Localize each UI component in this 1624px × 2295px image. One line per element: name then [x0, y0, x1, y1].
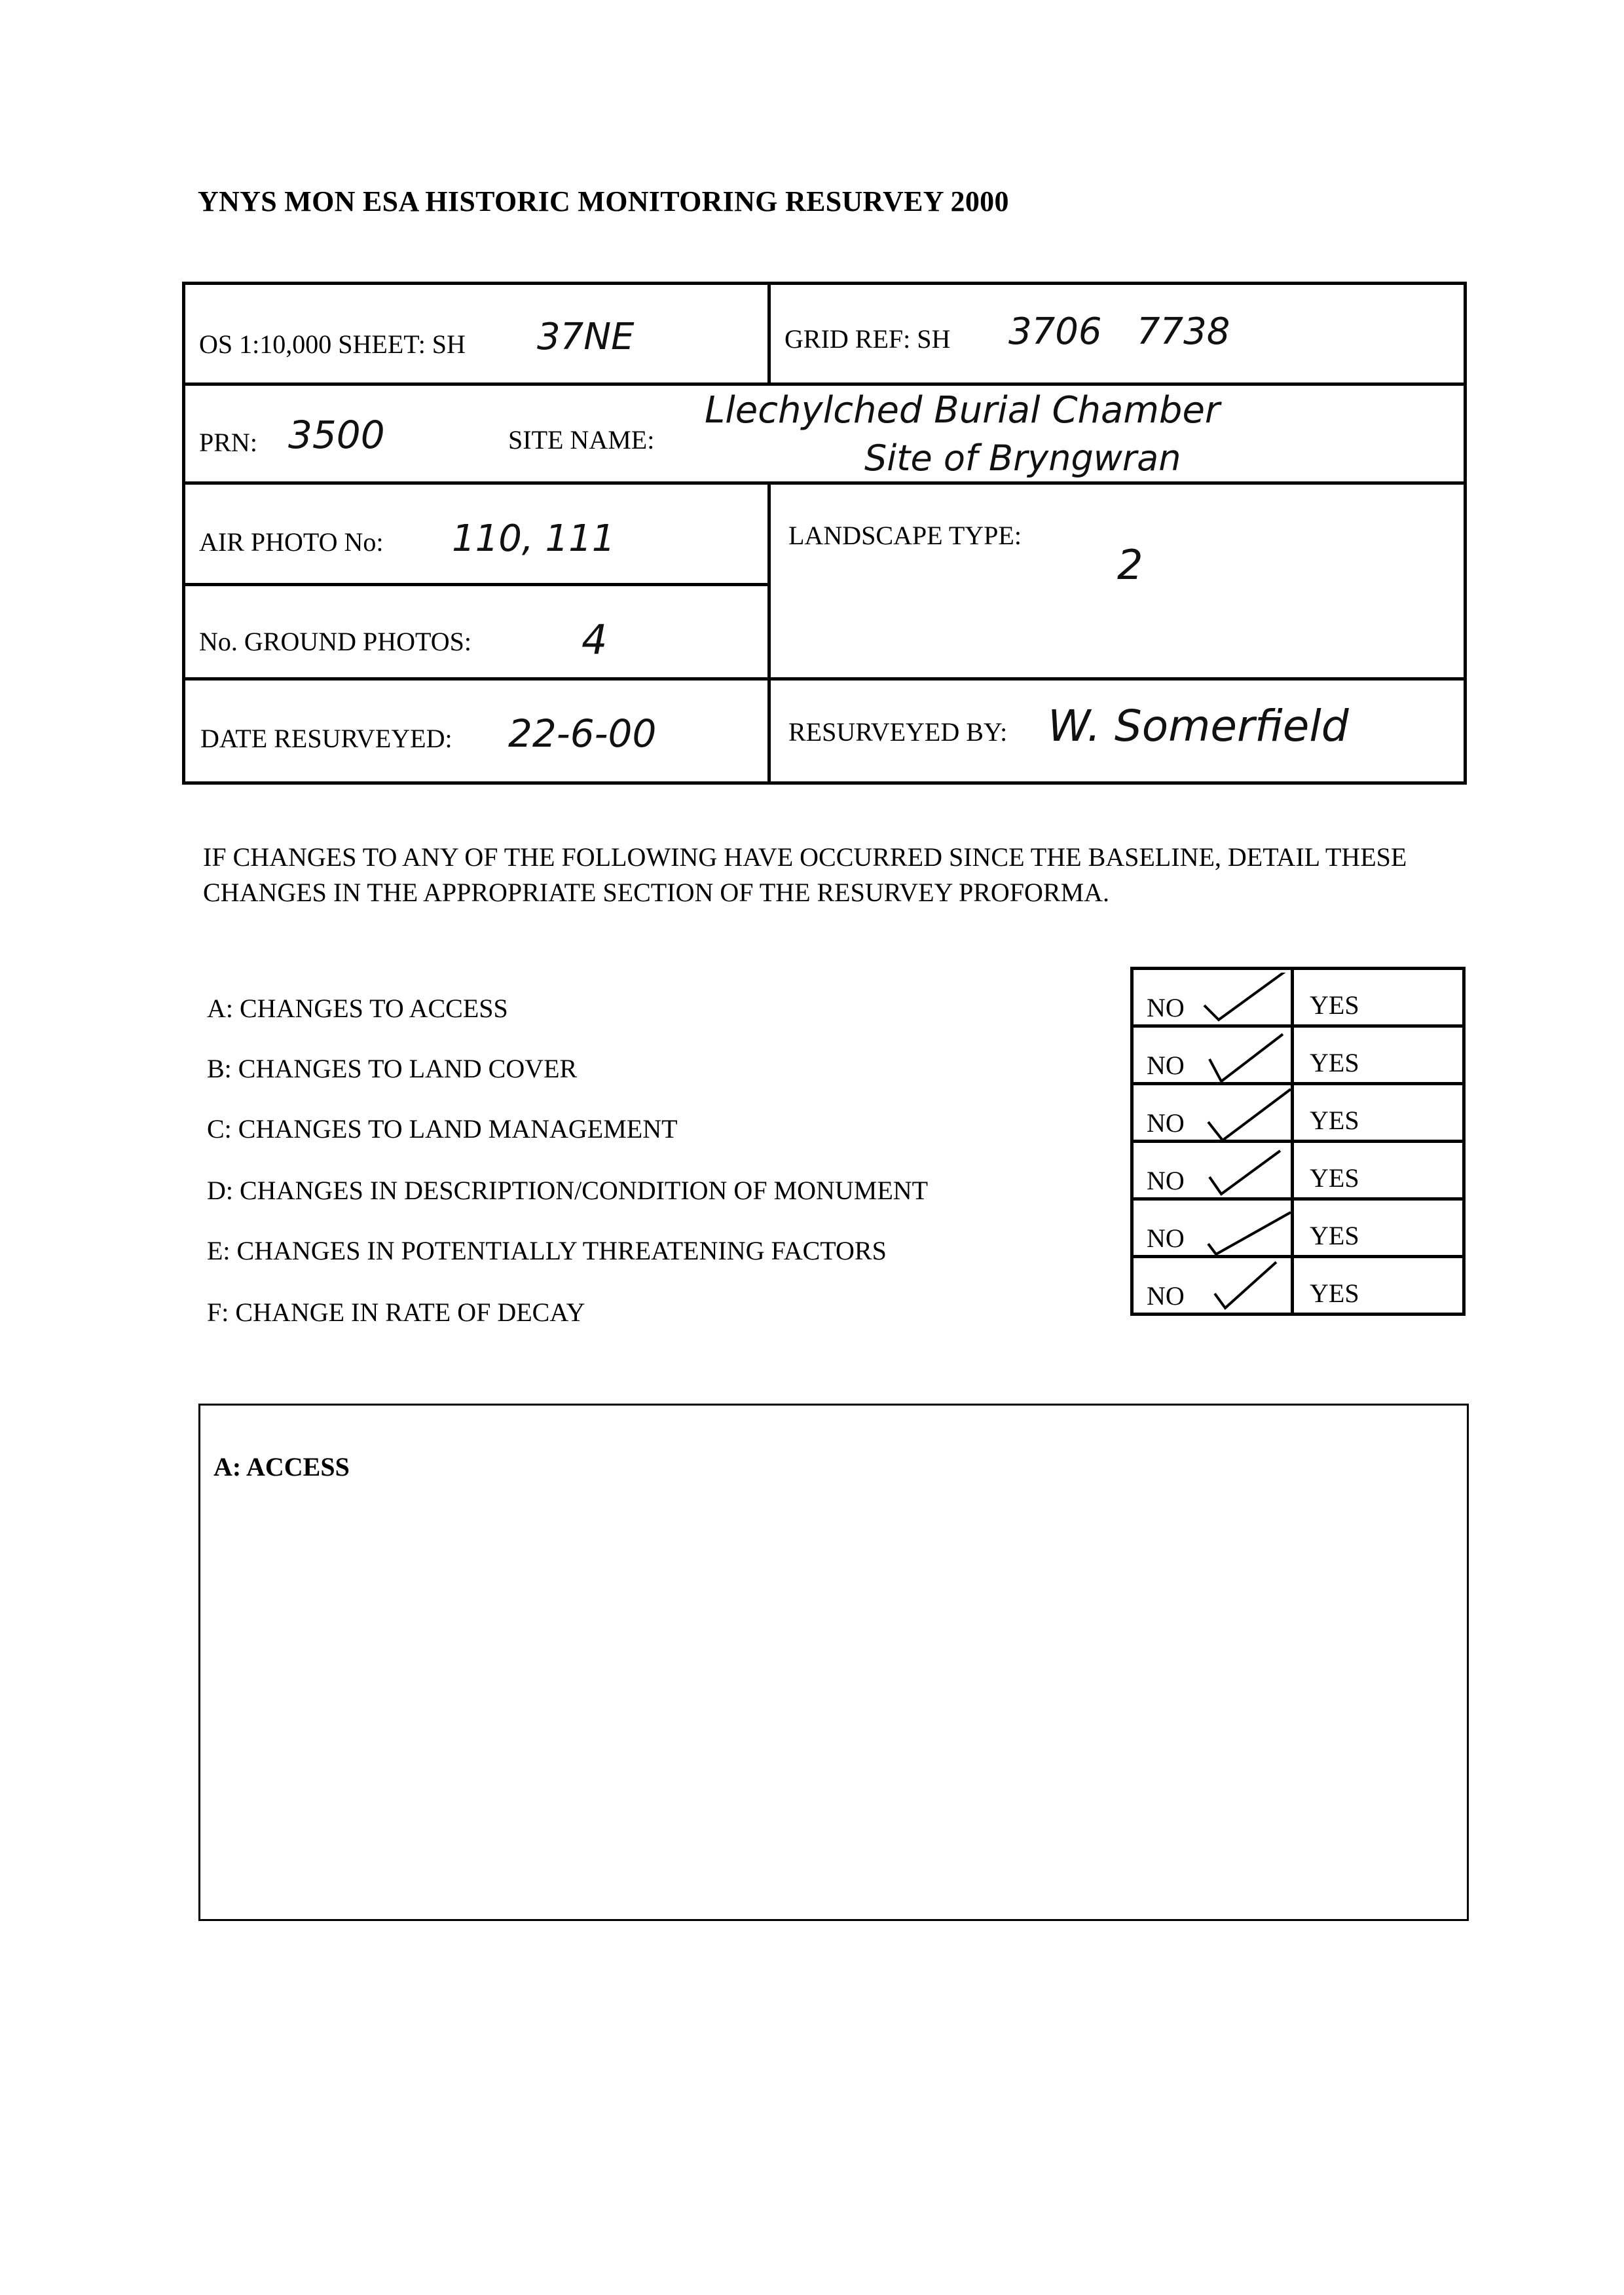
- no-option[interactable]: [1134, 1258, 1294, 1313]
- divider: [183, 677, 1466, 681]
- check-row-d: [1130, 1140, 1466, 1201]
- ground-photos-label: No. GROUND PHOTOS:: [199, 627, 471, 656]
- divider: [183, 382, 1466, 386]
- access-section-content[interactable]: [213, 1497, 1454, 1906]
- no-option[interactable]: [1134, 970, 1294, 1024]
- no-label: NO: [1147, 993, 1185, 1022]
- change-label-b: B: CHANGES TO LAND COVER: [207, 1054, 578, 1083]
- grid-ref-label: GRID REF: SH: [784, 324, 951, 354]
- change-label-d: D: CHANGES IN DESCRIPTION/CONDITION OF MONUMENT: [207, 1176, 929, 1205]
- yes-option[interactable]: [1294, 1085, 1462, 1140]
- yes-option[interactable]: [1294, 1201, 1462, 1255]
- site-name-line2[interactable]: Site of Bryngwran: [864, 438, 1181, 479]
- divider: [183, 481, 1466, 485]
- no-option[interactable]: [1134, 1085, 1294, 1140]
- change-label-c: C: CHANGES TO LAND MANAGEMENT: [207, 1114, 678, 1144]
- check-row-c: [1130, 1082, 1466, 1143]
- os-sheet-label: OS 1:10,000 SHEET: SH: [199, 329, 466, 359]
- no-label: NO: [1147, 1166, 1185, 1195]
- checkmark-icon: [1199, 973, 1297, 1032]
- air-photo-label: AIR PHOTO No:: [199, 527, 384, 557]
- checkmark-icon: [1199, 1088, 1297, 1147]
- landscape-type-value[interactable]: 2: [1117, 541, 1143, 589]
- change-label-f: F: CHANGE IN RATE OF DECAY: [207, 1297, 585, 1327]
- no-label: NO: [1147, 1223, 1185, 1253]
- no-label: NO: [1147, 1281, 1185, 1311]
- check-row-f: [1130, 1255, 1466, 1316]
- date-value[interactable]: 22-6-00: [508, 711, 657, 756]
- ground-photos-value[interactable]: 4: [581, 616, 608, 663]
- divider: [767, 283, 771, 384]
- check-row-a: [1130, 967, 1466, 1028]
- checkmark-icon: [1199, 1203, 1297, 1262]
- check-row-b: [1130, 1024, 1466, 1085]
- yes-label: YES: [1310, 990, 1359, 1020]
- yes-label: YES: [1310, 1163, 1359, 1193]
- grid-ref-value[interactable]: 3706 7738: [1008, 310, 1230, 353]
- site-name-label: SITE NAME:: [508, 425, 655, 455]
- page-title: YNYS MON ESA HISTORIC MONITORING RESURVEY 2000: [198, 185, 1009, 217]
- no-option[interactable]: [1134, 1201, 1294, 1255]
- no-option[interactable]: [1134, 1028, 1294, 1082]
- divider: [183, 583, 770, 586]
- changes-checklist: [1130, 967, 1466, 1316]
- access-section[interactable]: [198, 1404, 1469, 1921]
- checkmark-icon: [1199, 1030, 1297, 1089]
- yes-option[interactable]: [1294, 1143, 1462, 1197]
- no-label: NO: [1147, 1051, 1185, 1080]
- yes-label: YES: [1310, 1106, 1359, 1135]
- yes-label: YES: [1310, 1221, 1359, 1250]
- change-label-e: E: CHANGES IN POTENTIALLY THREATENING FACTORS: [207, 1236, 887, 1265]
- date-label: DATE RESURVEYED:: [200, 724, 452, 753]
- divider: [767, 483, 771, 784]
- yes-option[interactable]: [1294, 1258, 1462, 1313]
- check-row-e: [1130, 1197, 1466, 1258]
- air-photo-value[interactable]: 110, 111: [452, 517, 616, 560]
- checkmark-icon: [1199, 1146, 1297, 1204]
- yes-option[interactable]: [1294, 970, 1462, 1024]
- no-label: NO: [1147, 1108, 1185, 1138]
- no-option[interactable]: [1134, 1143, 1294, 1197]
- change-label-a: A: CHANGES TO ACCESS: [207, 994, 508, 1023]
- site-name-line1[interactable]: Llechylched Burial Chamber: [705, 389, 1220, 432]
- instructions-text: IF CHANGES TO ANY OF THE FOLLOWING HAVE OCCURRED SINCE THE BASELINE, DETAIL THESE CHANGES IN THE APPROPRIATE SECTION OF THE RESURVEY PROFORMA.: [203, 842, 1407, 907]
- prn-label: PRN:: [199, 428, 257, 457]
- resurveyed-by-label: RESURVEYED BY:: [788, 717, 1008, 747]
- resurveyed-by-value[interactable]: W. Somerfield: [1048, 701, 1349, 751]
- yes-label: YES: [1310, 1278, 1359, 1308]
- os-sheet-value[interactable]: 37NE: [537, 316, 635, 358]
- yes-label: YES: [1310, 1048, 1359, 1077]
- prn-value[interactable]: 3500: [288, 413, 385, 457]
- checkmark-icon: [1199, 1261, 1297, 1320]
- access-section-title: A: ACCESS: [213, 1452, 350, 1482]
- landscape-type-label: LANDSCAPE TYPE:: [788, 521, 1022, 550]
- yes-option[interactable]: [1294, 1028, 1462, 1082]
